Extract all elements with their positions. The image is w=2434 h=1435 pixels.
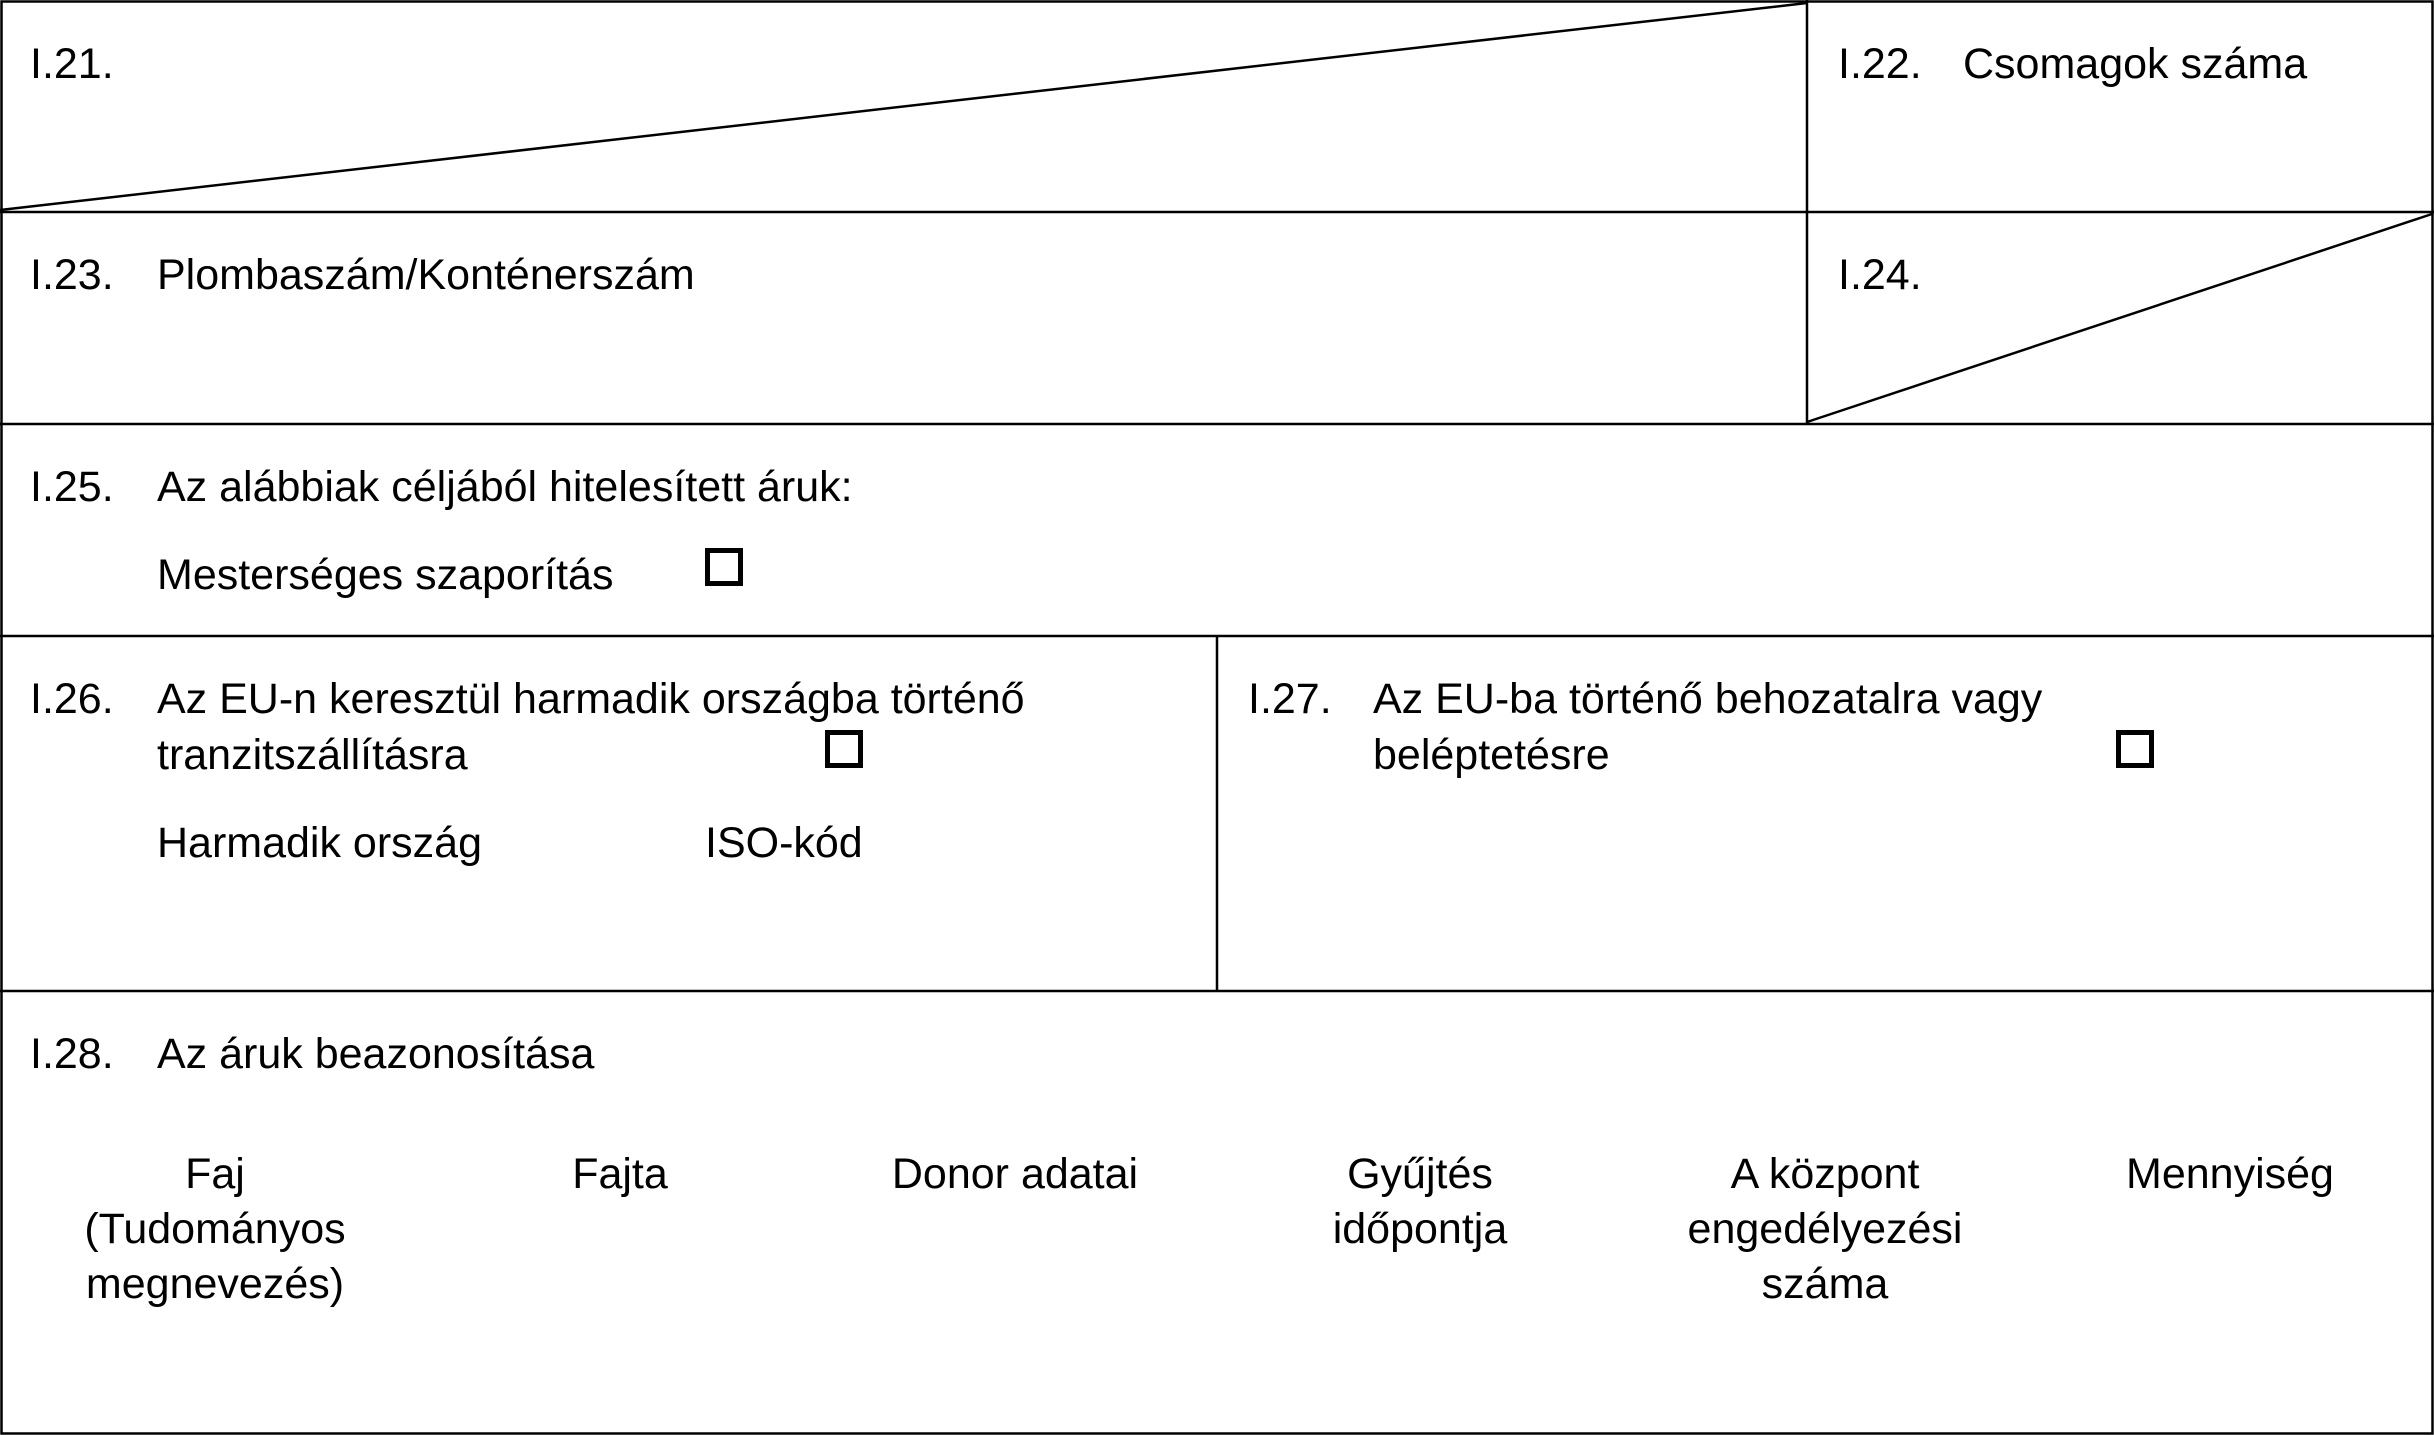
transit-checkbox[interactable] xyxy=(825,730,863,768)
field-i26-number: I.26. xyxy=(30,675,114,723)
field-i25-number: I.25. xyxy=(30,463,114,511)
column-breed-line1: Fajta xyxy=(572,1150,668,1198)
field-i28-label: Az áruk beazonosítása xyxy=(157,1030,595,1078)
import-checkbox[interactable] xyxy=(2116,730,2154,768)
field-i27-label-line2: beléptetésre xyxy=(1373,731,1610,779)
column-species xyxy=(40,1147,390,1312)
column-species-line2: (Tudományos xyxy=(84,1205,346,1253)
column-collection-date-line1: Gyűjtés xyxy=(1347,1150,1493,1198)
column-centre-approval-line3: száma xyxy=(1761,1260,1889,1308)
field-i22-label: Csomagok száma xyxy=(1963,40,2308,88)
field-i28-number: I.28. xyxy=(30,1030,114,1078)
artificial-reproduction-label: Mesterséges szaporítás xyxy=(157,551,614,599)
column-quantity-line1: Mennyiség xyxy=(2126,1150,2334,1198)
field-i23-label: Plombaszám/Konténerszám xyxy=(157,251,695,299)
field-i27-number: I.27. xyxy=(1248,675,1332,723)
field-i25-label: Az alábbiak céljából hitelesített áruk: xyxy=(157,463,853,511)
column-donor-details xyxy=(840,1147,1190,1202)
column-centre-approval-line1: A központ xyxy=(1730,1150,1920,1198)
column-quantity xyxy=(2080,1147,2380,1202)
field-i26-label-line2: tranzitszállításra xyxy=(157,731,468,779)
column-collection-date xyxy=(1270,1147,1570,1257)
field-i21-number: I.21. xyxy=(30,40,114,88)
artificial-reproduction-checkbox[interactable] xyxy=(705,548,743,586)
column-species-line3: megnevezés) xyxy=(85,1260,345,1308)
column-species-line1: Faj xyxy=(185,1150,245,1198)
field-i22-number: I.22. xyxy=(1838,40,1922,88)
field-i24-number: I.24. xyxy=(1838,251,1922,299)
field-i27-label-line1: Az EU-ba történő behozatalra vagy xyxy=(1373,675,2043,723)
column-centre-approval-number xyxy=(1625,1147,2025,1312)
third-country-label: Harmadik ország xyxy=(157,819,482,867)
iso-code-label: ISO-kód xyxy=(705,819,863,867)
field-i23-number: I.23. xyxy=(30,251,114,299)
column-breed xyxy=(520,1147,720,1202)
column-centre-approval-line2: engedélyezési xyxy=(1687,1205,1963,1253)
column-collection-date-line2: időpontja xyxy=(1332,1205,1508,1253)
column-donor-details-line1: Donor adatai xyxy=(891,1150,1139,1198)
field-i26-label-line1: Az EU-n keresztül harmadik országba történő xyxy=(157,675,1025,723)
